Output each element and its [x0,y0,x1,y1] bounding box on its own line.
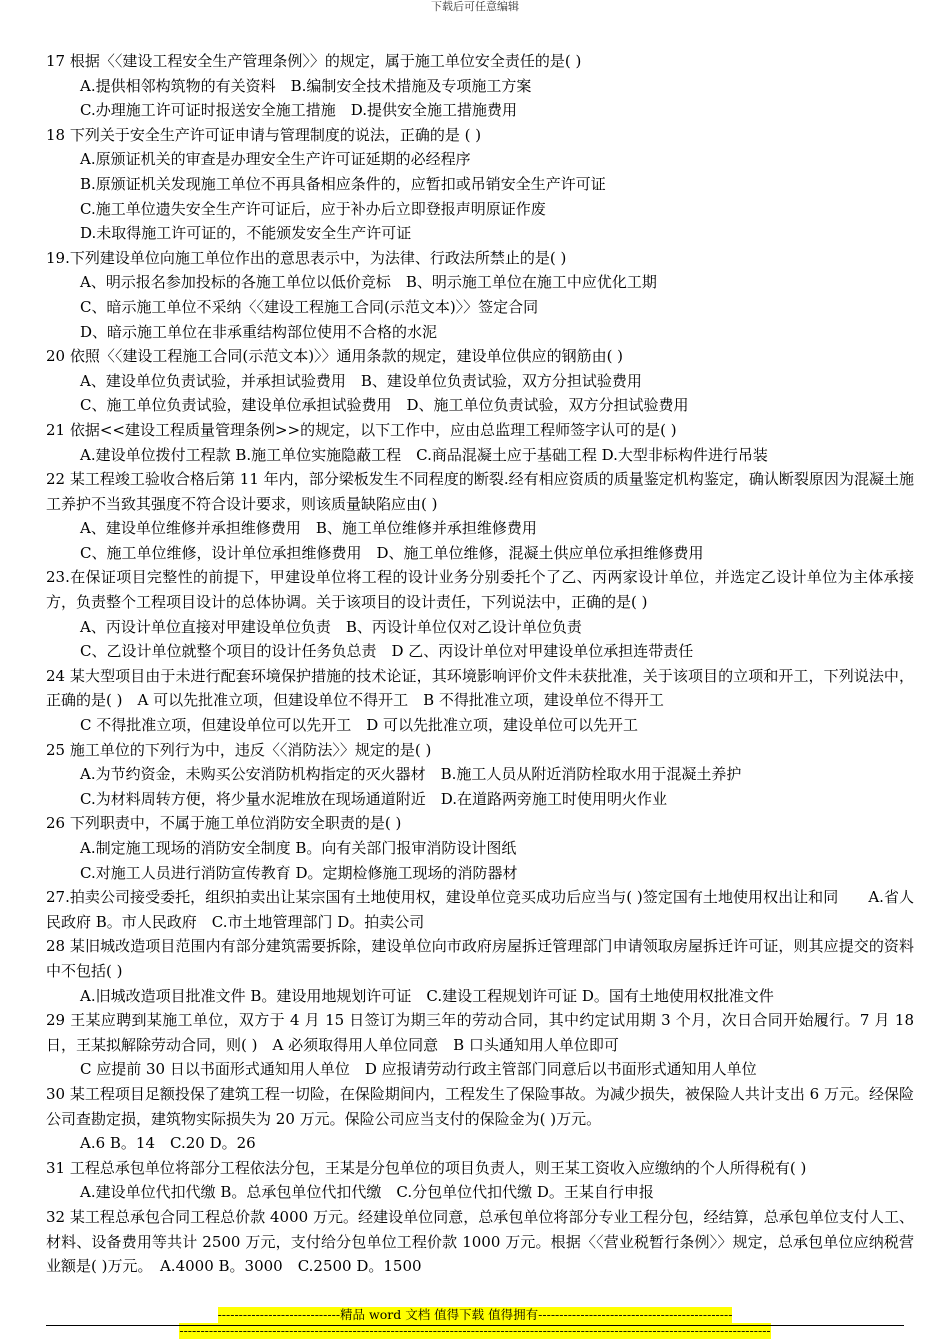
answer-options: A、建设单位负责试验，并承担试验费用 B、建设单位负责试验，双方分担试验费用 [80,371,642,390]
answer-options: A、明示报名参加投标的各施工单位以低价竞标 B、明示施工单位在施工中应优化工期 [80,273,657,292]
answer-options: A.为节约资金，未购买公安消防机构指定的灭火器材 B.施工人员从附近消防栓取水用于混凝土养护 [80,765,742,784]
answer-options: C.办理施工许可证时报送安全施工措施 D.提供安全施工措施费用 [80,101,517,120]
answer-options: C、乙设计单位就整个项目的设计任务负总责 D 乙、丙设计单位对甲建设单位承担连带责任 [80,642,694,661]
question-text: 21 依据<<建设工程质量管理条例>>的规定，以下工作中，应由总监理工程师签字认可的是( ) [46,420,677,439]
footer-rule [46,1325,904,1326]
answer-options: A.原颁证机关的审查是办理安全生产许可证延期的必经程序 [80,150,471,169]
answer-options: A、丙设计单位直接对甲建设单位负责 B、丙设计单位仅对乙设计单位负责 [80,617,582,636]
answer-options: D、暗示施工单位在非承重结构部位使用不合格的水泥 [80,322,438,341]
question-text: 19.下列建设单位向施工单位作出的意思表示中，为法律、行政法所禁止的是( ) [46,248,567,267]
question-text: 29 王某应聘到某施工单位，双方于 4 月 15 日签订为期三年的劳动合同，其中约定试用期 3 个月，次日合同开始履行。7 月 18 日，王某拟解除劳动合同，则( ) A 必须取得用人单位同意 B 口头通知用人单位即可 [46,1011,914,1054]
exam-questions [46,49,914,1279]
footer-banner-line-2: -------------------------------------------------------------------------------------------------------------------------------------------- [179,1323,771,1338]
answer-options: D.未取得施工许可证的，不能颁发安全生产许可证 [80,224,412,243]
question-text: 18 下列关于安全生产许可证申请与管理制度的说法，正确的是 ( ) [46,125,482,144]
answer-options: A、建设单位维修并承担维修费用 B、施工单位维修并承担维修费用 [80,519,537,538]
page-header: 下载后可任意编辑 [431,0,519,13]
question-text: 24 某大型项目由于未进行配套环境保护措施的技术论证，其环境影响评价文件未获批准，关于该项目的立项和开工，下列说法中，正确的是( ) A 可以先批准立项，但建设单位不得开工 B 不得批准立项，建设单位不得开工 [46,666,914,710]
question-text: 31 工程总承包单位将部分工程依法分包，王某是分包单位的项目负责人，则王某工资收入应缴纳的个人所得税有( ) [46,1158,807,1177]
page-footer [0,1307,950,1339]
question-text: 17 根据〈〈建设工程安全生产管理条例〉〉的规定，属于施工单位安全责任的是( ) [46,52,582,70]
question-text: 25 施工单位的下列行为中，违反〈〈消防法〉〉规定的是( ) [46,740,432,759]
question-text: 30 某工程项目足额投保了建筑工程一切险，在保险期间内，工程发生了保险事故。为减少损失，被保险人共计支出 6 万元。经保险公司查勘定损，建筑物实际损失为 20 万元。保险公司应当支付的保险金为( )万元。 [46,1084,914,1128]
answer-options: C.对施工人员进行消防宣传教育 D。定期检修施工现场的消防器材 [80,863,518,882]
answer-options: A.建设单位代扣代缴 B。总承包单位代扣代缴 C.分包单位代扣代缴 D。王某自行申报 [80,1183,654,1202]
answer-options: A.建设单位拨付工程款 B.施工单位实施隐蔽工程 C.商品混凝土应于基础工程 D.大型非标构件进行吊装 [80,445,768,464]
question-text: 27.拍卖公司接受委托，组织拍卖出让某宗国有土地使用权，建设单位竞买成功后应当与( )签定国有土地使用权出让和同 A.省人民政府 B。市人民政府 C.市土地管理部门 D。拍卖公司 [46,888,914,931]
question-text: 28 某旧城改造项目范围内有部分建筑需要拆除，建设单位向市政府房屋拆迁管理部门申请领取房屋拆迁许可证，则其应提交的资料中不包括( ) [46,937,914,980]
answer-options: C.施工单位遗失安全生产许可证后，应于补办后立即登报声明原证作废 [80,199,546,218]
question-text: 23.在保证项目完整性的前提下，甲建设单位将工程的设计业务分别委托个了乙、丙两家设计单位，并选定乙设计单位为主体承接方，负责整个工程项目设计的总体协调。关于该项目的设计责任，下列说法中，正确的是( ) [46,568,914,612]
answer-options: C、施工单位负责试验，建设单位承担试验费用 D、施工单位负责试验，双方分担试验费用 [80,396,689,415]
answer-options: C 应提前 30 日以书面形式通知用人单位 D 应报请劳动行政主管部门同意后以书面形式通知用人单位 [80,1060,757,1079]
question-text: 32 某工程总承包合同工程总价款 4000 万元。经建设单位同意，总承包单位将部分专业工程分包，经结算，总承包单位支付人工、材料、设备费用等共计 2500 万元，支付给分包单位工程价款 1000 万元。根据〈〈营业税暂行条例〉〉规定，总承包单位应纳税营业额是( )万元。 A.4000 B。3000 C.2500 D。1500 [46,1207,914,1276]
answer-options: C.为材料周转方便，将少量水泥堆放在现场通道附近 D.在道路两旁施工时使用明火作业 [80,789,667,808]
answer-options: C 不得批准立项，但建设单位可以先开工 D 可以先批准立项，建设单位可以先开工 [80,716,639,735]
answer-options: A.6 B。14 C.20 D。26 [80,1134,256,1153]
question-text: 26 下列职责中，不属于施工单位消防安全职责的是( ) [46,814,402,833]
answer-options: A.提供相邻构筑物的有关资料 B.编制安全技术措施及专项施工方案 [80,76,532,95]
answer-options: C、暗示施工单位不采纳〈〈建设工程施工合同(示范文本)〉〉签定合同 [80,297,539,316]
answer-options: A.制定施工现场的消防安全制度 B。向有关部门报审消防设计图纸 [80,839,517,857]
question-text: 22 某工程竣工验收合格后第 11 年内，部分梁板发生不同程度的断裂.经有相应资质的质量鉴定机构鉴定，确认断裂原因为混凝土施工养护不当致其强度不符合设计要求，则该质量缺陷应由( ) [46,470,914,513]
footer-banner-line-1: -----------------------------精品 word 文档 值得下载 值得拥有---------------------------------------------- [217,1307,733,1322]
answer-options: B.原颁证机关发现施工单位不再具备相应条件的，应暂扣或吊销安全生产许可证 [80,174,606,193]
answer-options: C、施工单位维修，设计单位承担维修费用 D、施工单位维修，混凝土供应单位承担维修费用 [80,543,704,562]
answer-options: A.旧城改造项目批准文件 B。建设用地规划许可证 C.建设工程规划许可证 D。国有土地使用权批准文件 [80,986,774,1005]
question-text: 20 依照〈〈建设工程施工合同(示范文本)〉〉通用条款的规定，建设单位供应的钢筋由( ) [46,347,624,366]
